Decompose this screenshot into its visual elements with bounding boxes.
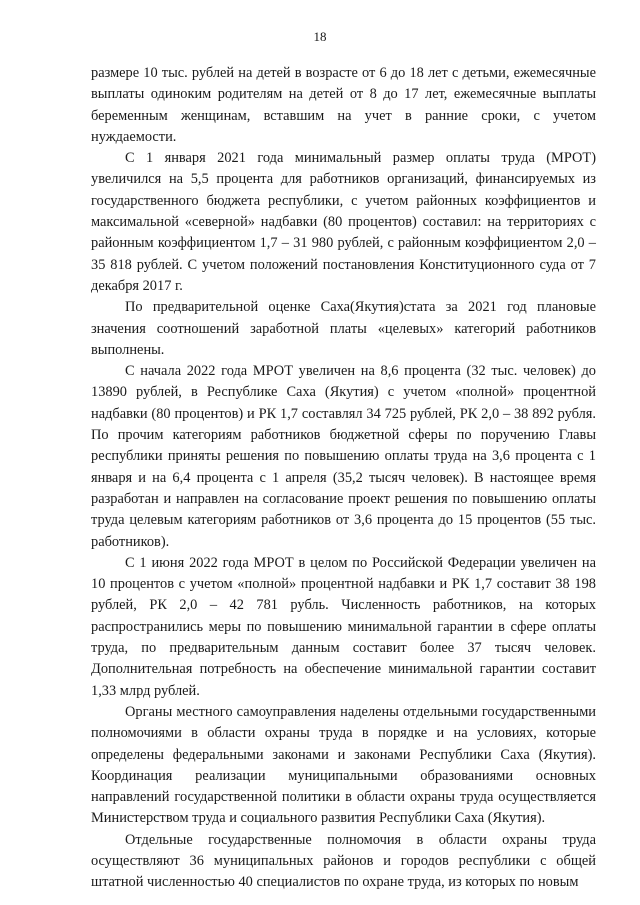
paragraph-local-government: Органы местного самоуправления наделены отдельными государственными полномочиями в области охраны труда в порядке и на условиях, которые определены федеральными законами и законами Республики Саха (Якутия). Координация реализации муниципальными образованиями основных направлений государственной политики в области охраны труда осуществляется Министерством труда и социального развития Республики Саха (Якутия). [91,703,596,827]
paragraph-mrot-2021: С 1 января 2021 года минимальный размер оплаты труда (МРОТ) увеличился на 5,5 процента для работников организаций, финансируемых из государственного бюджета республики, с учетом районных коэффициентов и максимальной «северной» надбавки (80 процентов) составил: на территориях с районным коэффициентом 1,7 – 31 980 рублей, с районным коэффициентом 2,0 – 35 818 рублей. С учетом положений постановления Конституционного суда от 7 декабря 2017 г. [91,150,596,294]
paragraph-continued: размере 10 тыс. рублей на детей в возрасте от 6 до 18 лет с детьми, ежемесячные выплаты одиноким родителям на детей от 8 до 17 лет, ежемесячные выплаты беременным женщинам, вставшим на учет в ранние сроки, с учетом нуждаемости. [91,65,596,145]
paragraph-labor-protection: Отдельные государственные полномочия в области охраны труда осуществляют 36 муниципальных районов и городов республики с общей штатной численностью 40 специалистов по охране труда, из которых по новым [91,831,596,891]
paragraph-mrot-2022: С начала 2022 года МРОТ увеличен на 8,6 процента (32 тыс. человек) до 13890 рублей, в Республике Саха (Якутия) с учетом «полной» процентной надбавки (80 процентов) и РК 1,7 составлял 34 725 рублей, РК 2,0 – 38 892 рубля. По прочим категориям работников бюджетной сферы по поручению Главы республики приняты решения по повышению оплаты труда на 3,6 процента с 1 января и на 6,4 процента с 1 апреля (35,2 тысяч человек). В настоящее время разработан и направлен на согласование проект решения по повышению оплаты труда целевым категориям работников от 3,6 процента до 15 процентов (55 тыс. работников). [91,363,596,550]
paragraph-preliminary-estimate: По предварительной оценке Саха(Якутия)стата за 2021 год плановые значения соотношений заработной платы «целевых» категорий работников выполнены. [91,299,596,358]
document-body [91,63,596,894]
paragraph-mrot-june-2022: С 1 июня 2022 года МРОТ в целом по Российской Федерации увеличен на 10 процентов с учетом «полной» процентной надбавки и РК 1,7 составит 38 198 рублей, РК 2,0 – 42 781 рубль. Численность работников, на которых распространились меры по повышению минимальной гарантии в сфере оплаты труда, по предварительным данным составит более 37 тысяч человек. Дополнительная потребность на обеспечение минимальной гарантии составит 1,33 млрд рублей. [91,554,596,699]
page-number: 18 [313,29,327,44]
